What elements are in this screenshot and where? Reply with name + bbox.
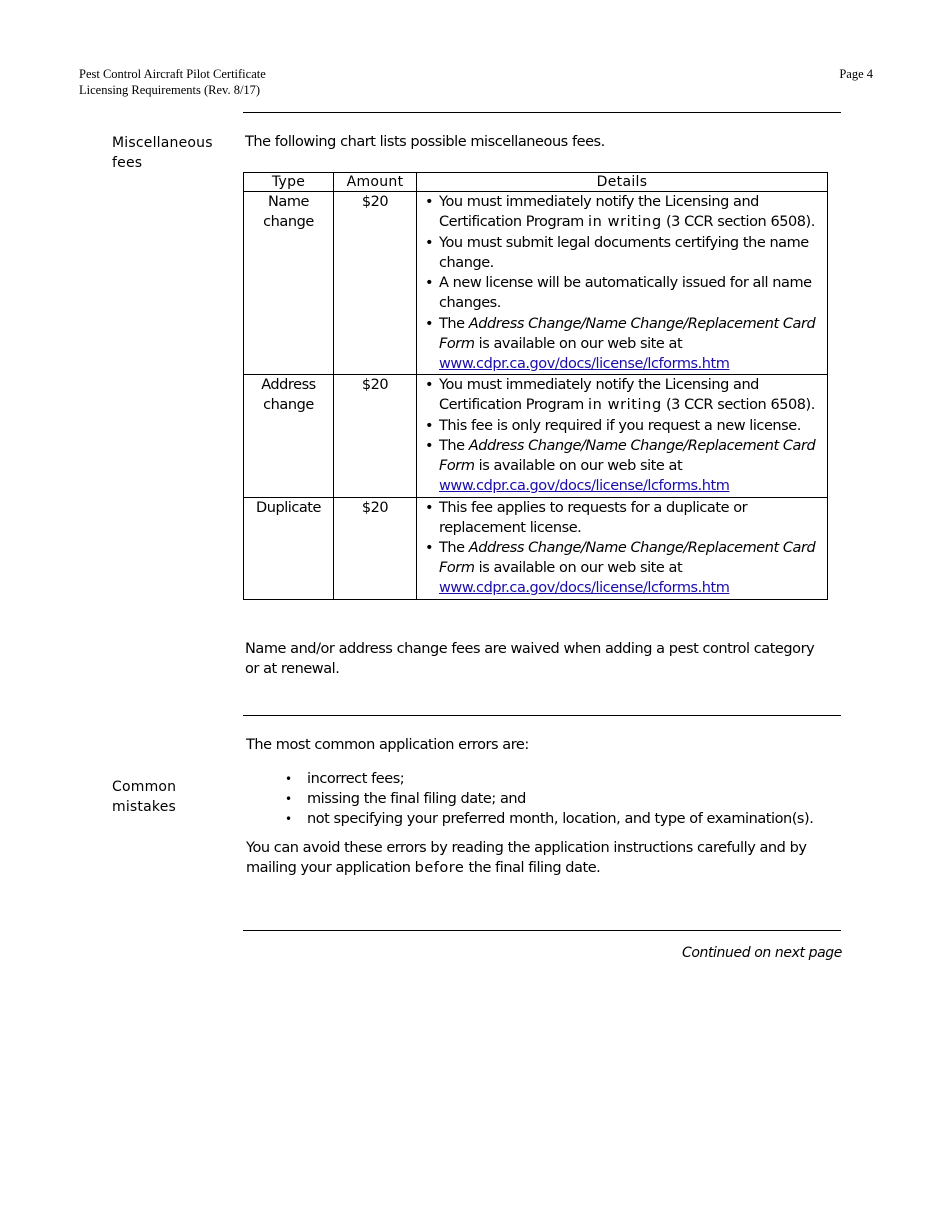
detail-item — [421, 192, 825, 232]
fee-amount: $20 — [334, 192, 417, 375]
detail-text: The — [439, 438, 469, 454]
top-divider — [243, 112, 841, 113]
fee-amount: $20 — [334, 497, 417, 599]
detail-item: • This fee is only required if you request a new license. — [421, 416, 825, 436]
detail-text: (3 CCR section 6508). — [661, 214, 815, 230]
detail-text: The — [439, 315, 469, 332]
fee-type-name-change — [244, 192, 334, 375]
continued-note: Continued on next page — [681, 945, 842, 961]
fee-type-duplicate — [244, 497, 334, 599]
section-divider — [243, 715, 841, 716]
doc-title-line2: Licensing Requirements (Rev. 8/17) — [79, 83, 261, 97]
detail-text: You must immediately notify the Licensing and Certification Program — [439, 194, 759, 230]
detail-text: is available on our web site at — [474, 560, 683, 576]
fee-type-line: change — [263, 214, 314, 230]
col-header-details: Details — [417, 173, 828, 192]
fee-type-line: Duplicate — [255, 499, 322, 516]
table-row — [244, 192, 828, 375]
detail-item — [421, 538, 825, 598]
mistakes-advice — [246, 838, 831, 878]
doc-title-line1: Pest Control Aircraft Pilot Certificate — [79, 67, 266, 81]
form-name: Address Change/Name Change/Replacement Card Form — [439, 315, 816, 352]
list-item: • not specifying your preferred month, location, and type of examination(s). — [246, 809, 846, 829]
detail-text: is available on our web site at — [474, 458, 683, 474]
fee-type-address-change — [244, 375, 334, 498]
common-mistakes-label — [112, 777, 176, 817]
fee-details — [417, 497, 828, 599]
page-number: Page 4 — [839, 67, 873, 81]
fee-type-line: change — [263, 397, 314, 413]
detail-item: • This fee applies to requests for a duplicate or replacement license. — [421, 498, 825, 538]
bottom-divider — [243, 930, 841, 931]
fee-amount: $20 — [334, 375, 417, 498]
lcforms-link[interactable]: www.cdpr.ca.gov/docs/license/lcforms.htm — [439, 478, 730, 494]
misc-fees-label-line1: Miscellaneous — [112, 135, 213, 151]
doc-title — [79, 66, 266, 98]
misc-fees-intro: The following chart lists possible miscellaneous fees. — [245, 134, 605, 150]
fee-details — [417, 192, 828, 375]
fee-type-line: Address — [261, 377, 316, 393]
form-name: Address Change/Name Change/Replacement Card Form — [439, 438, 816, 474]
detail-item — [421, 314, 825, 374]
misc-fees-label-line2: fees — [112, 155, 143, 171]
fee-details — [417, 375, 828, 498]
detail-text: You must immediately notify the Licensing and Certification Program — [439, 377, 759, 413]
misc-fees-label — [112, 133, 213, 173]
detail-text: is available on our web site at — [474, 335, 683, 352]
list-item: • incorrect fees; — [246, 769, 846, 789]
fee-waiver-note: Name and/or address change fees are waived when adding a pest control category or at renewal. — [245, 641, 815, 677]
detail-emphasis: in writing — [587, 397, 662, 413]
fees-table-header — [244, 173, 828, 192]
lcforms-link[interactable]: www.cdpr.ca.gov/docs/license/lcforms.htm — [439, 580, 730, 596]
common-mistakes-label-line1: Common — [112, 779, 177, 795]
detail-item: • A new license will be automatically issued for all name changes. — [421, 273, 825, 313]
table-row — [244, 497, 828, 599]
fee-type-line: Name — [268, 194, 309, 210]
detail-item — [421, 375, 825, 415]
common-mistakes-label-line2: mistakes — [112, 799, 177, 815]
advice-text: You can avoid these errors by reading the application instructions carefully and by mailing your application — [246, 840, 807, 876]
detail-item: • You must submit legal documents certifying the name change. — [421, 233, 825, 273]
detail-text: (3 CCR section 6508). — [661, 397, 815, 413]
detail-item — [421, 436, 825, 496]
fees-table — [243, 172, 828, 600]
mistakes-intro: The most common application errors are: — [246, 737, 529, 753]
list-item: • missing the final filing date; and — [246, 789, 846, 809]
col-header-amount: Amount — [334, 173, 417, 192]
advice-text: the final filing date. — [464, 860, 601, 876]
detail-text: The — [439, 540, 469, 556]
form-name: Address Change/Name Change/Replacement Card Form — [439, 540, 816, 576]
detail-emphasis: in writing — [587, 214, 662, 230]
col-header-type: Type — [244, 173, 334, 192]
table-row — [244, 375, 828, 498]
advice-emphasis: before — [414, 860, 465, 876]
lcforms-link[interactable]: www.cdpr.ca.gov/docs/license/lcforms.htm — [439, 355, 730, 372]
mistakes-list — [246, 769, 846, 829]
